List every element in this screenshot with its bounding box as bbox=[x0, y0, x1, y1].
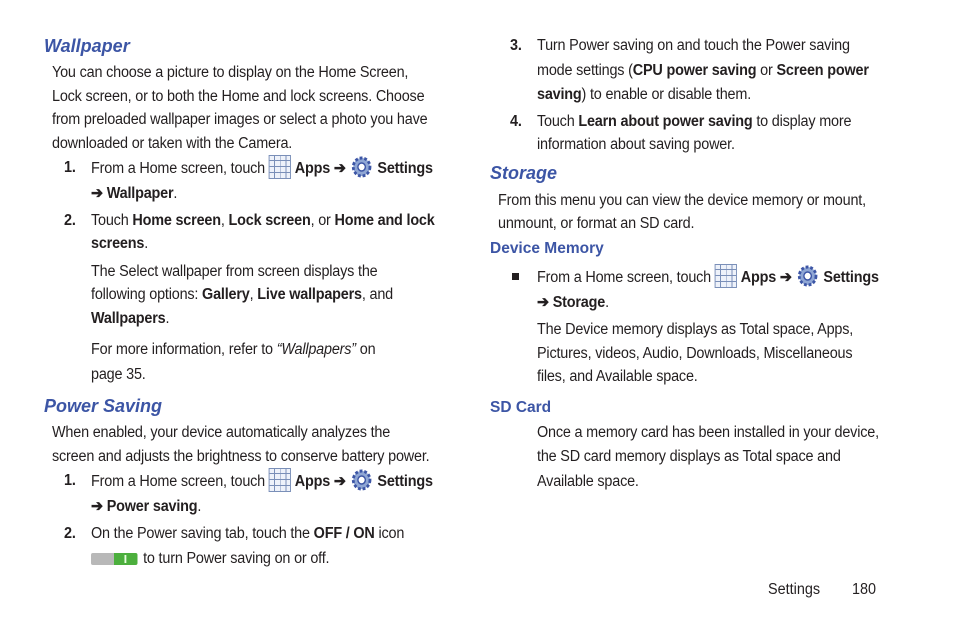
wallpaper-step-1: 1. From a Home screen, touch Apps ➔ Settings ➔ Wallpaper. bbox=[44, 156, 464, 206]
storage-heading: Storage bbox=[490, 162, 558, 183]
settings-gear-icon bbox=[349, 467, 373, 493]
power-saving-intro: When enabled, your device automatically analyzes the screen and adjusts the brightness to conserve battery power. bbox=[52, 424, 430, 465]
sd-card-description: Once a memory card has been installed in your device, the SD card memory displays as Total space and Available space. bbox=[537, 423, 879, 490]
device-memory-description: The Device memory displays as Total space, Apps, Pictures, videos, Audio, Downloads, Miscellaneous files, and Available space. bbox=[537, 321, 854, 385]
wallpaper-reference-note: For more information, refer to “Wallpapers” on page 35. bbox=[91, 341, 376, 383]
bullet bbox=[512, 273, 519, 280]
device-memory-heading: Device Memory bbox=[490, 239, 604, 257]
apps-icon bbox=[715, 264, 737, 288]
right-column bbox=[490, 34, 910, 493]
wallpaper-options-note: The Select wallpaper from screen displays the following options: Gallery, Live wallpapers, and Wallpapers. bbox=[91, 262, 394, 327]
power-saving-heading: Power Saving bbox=[44, 396, 163, 416]
sd-card-heading: SD Card bbox=[490, 398, 552, 416]
left-column bbox=[44, 34, 464, 571]
storage-intro: From this menu you can view the device memory or mount, unmount, or format an SD card. bbox=[498, 191, 866, 232]
settings-gear-icon bbox=[795, 263, 819, 289]
device-memory-step: From a Home screen, touch Apps ➔ Settings ➔ Storage. bbox=[490, 265, 910, 315]
power-step-1: 1. From a Home screen, touch Apps ➔ Settings ➔ Power saving. bbox=[44, 469, 464, 519]
wallpapers-link[interactable]: “Wallpapers” bbox=[276, 341, 356, 358]
off-on-toggle-icon bbox=[91, 553, 138, 565]
power-step-4: 4. Touch Learn about power saving to display more information about saving power. bbox=[510, 112, 852, 153]
power-step-2: 2. On the Power saving tab, touch the OFF / ON icon to turn Power saving on or off. bbox=[64, 524, 405, 567]
footer-section-name: Settings bbox=[768, 581, 821, 598]
wallpaper-step-2: 2. Touch Home screen, Lock screen, or Home and lock screens. bbox=[64, 211, 435, 252]
wallpaper-heading: Wallpaper bbox=[44, 36, 130, 56]
power-step-3: 3. Turn Power saving on and touch the Power saving mode settings (CPU power saving or Screen power saving) to enable or disable them. bbox=[510, 37, 869, 103]
apps-icon bbox=[269, 468, 291, 492]
wallpaper-intro: You can choose a picture to display on the Home Screen, Lock screen, or to both the Home and lock screens. Choose from preloaded wallpaper images or select a photo you have downloaded or taken with the Camera. bbox=[52, 64, 428, 152]
settings-gear-icon bbox=[349, 154, 373, 180]
page-number: 180 bbox=[852, 581, 877, 598]
apps-icon bbox=[269, 155, 291, 179]
